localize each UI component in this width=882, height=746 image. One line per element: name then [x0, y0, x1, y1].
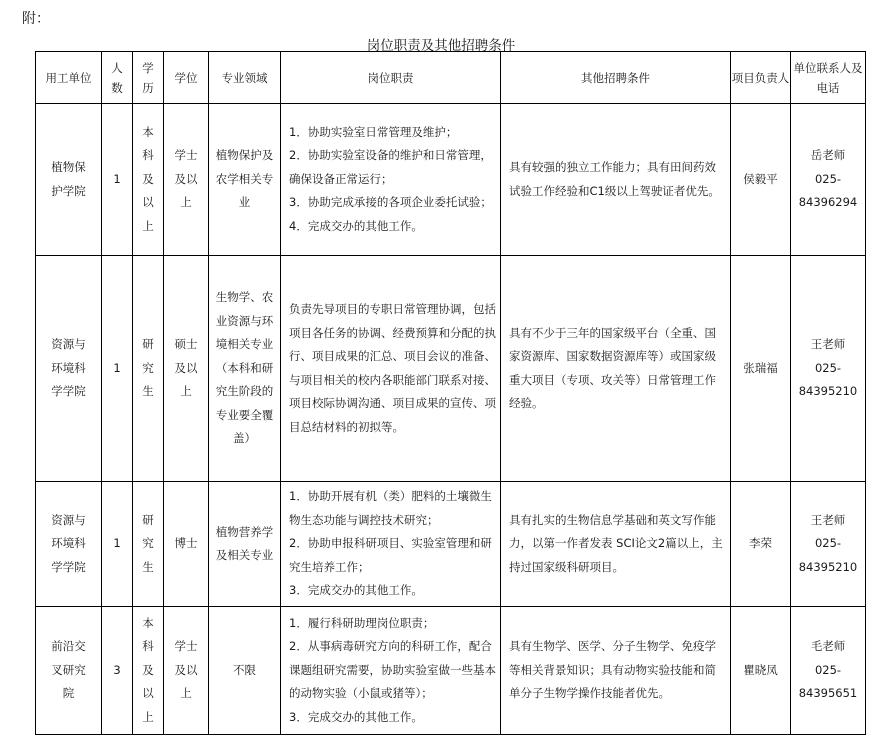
requirements-cell: 具有扎实的生物信息学基础和英文写作能力，以第一作者发表 SCI论文2篇以上，主持过国家级科研项目。 [501, 482, 731, 607]
field-cell: 植物保护及农学相关专业 [209, 104, 281, 256]
table-row [36, 607, 866, 735]
degree-cell: 博士 [164, 482, 209, 607]
field-cell: 生物学、农业资源与环境相关专业（本科和研究生阶段的专业要全覆盖） [209, 256, 281, 482]
leader-cell: 瞿晓凤 [731, 607, 791, 735]
requirements-cell: 具有较强的独立工作能力；具有田间药效试验工作经验和C1级以上驾驶证者优先。 [501, 104, 731, 256]
header-field: 专业领域 [209, 52, 281, 104]
field-cell: 不限 [209, 607, 281, 735]
table-row [36, 482, 866, 607]
header-row [36, 52, 866, 104]
degree-cell: 硕士及以上 [164, 256, 209, 482]
count-cell: 3 [102, 607, 133, 735]
header-degree: 学位 [164, 52, 209, 104]
education-cell: 本科及以上 [133, 104, 164, 256]
leader-cell: 张瑞福 [731, 256, 791, 482]
table-title: 岗位职责及其他招聘条件 [366, 38, 516, 54]
degree-cell: 学士及以上 [164, 104, 209, 256]
unit-cell: 植物保护学院 [36, 104, 102, 256]
unit-cell: 资源与环境科学学院 [36, 482, 102, 607]
duties-cell: 1．履行科研助理岗位职责； 2．从事病毒研究方向的科研工作，配合课题组研究需要，协助实验室做一些基本的动物实验（小鼠或猪等）； 3．完成交办的其他工作。 [281, 607, 501, 735]
contact-cell: 王老师 025-84395210 [791, 256, 866, 482]
header-contact: 单位联系人及电话 [791, 52, 866, 104]
leader-cell: 侯毅平 [731, 104, 791, 256]
education-cell: 研究生 [133, 482, 164, 607]
recruitment-table [35, 51, 866, 735]
table-row [36, 104, 866, 256]
leader-cell: 李荣 [731, 482, 791, 607]
requirements-cell: 具有不少于三年的国家级平台（全重、国家资源库、国家数据资源库等）或国家级重大项目（专项、攻关等）日常管理工作经验。 [501, 256, 731, 482]
duties-cell: 1．协助开展有机（类）肥料的土壤微生物生态功能与调控技术研究； 2．协助申报科研项目、实验室管理和研究生培养工作； 3．完成交办的其他工作。 [281, 482, 501, 607]
count-cell: 1 [102, 104, 133, 256]
education-cell: 本科及以上 [133, 607, 164, 735]
education-cell: 研究生 [133, 256, 164, 482]
requirements-cell: 具有生物学、医学、分子生物学、免疫学等相关背景知识；具有动物实验技能和简单分子生物学操作技能者优先。 [501, 607, 731, 735]
field-cell: 植物营养学及相关专业 [209, 482, 281, 607]
annex-label: 附： [22, 11, 50, 27]
duties-cell: 负责先导项目的专职日常管理协调，包括项目各任务的协调、经费预算和分配的执行、项目成果的汇总、项目会议的准备、与项目相关的校内各职能部门联系对接、项目校际协调沟通、项目成果的宣传、项目总结材料的初拟等。 [281, 256, 501, 482]
header-duties: 岗位职责 [281, 52, 501, 104]
header-unit: 用工单位 [36, 52, 102, 104]
duties-cell: 1．协助实验室日常管理及维护； 2．协助实验室设备的维护和日常管理，确保设备正常运行； 3．协助完成承接的各项企业委托试验； 4．完成交办的其他工作。 [281, 104, 501, 256]
unit-cell: 前沿交叉研究院 [36, 607, 102, 735]
header-leader: 项目负责人 [731, 52, 791, 104]
contact-cell: 岳老师 025-84396294 [791, 104, 866, 256]
count-cell: 1 [102, 256, 133, 482]
header-requirements: 其他招聘条件 [501, 52, 731, 104]
contact-cell: 王老师 025-84395210 [791, 482, 866, 607]
unit-cell: 资源与环境科学学院 [36, 256, 102, 482]
degree-cell: 学士及以上 [164, 607, 209, 735]
header-education: 学历 [133, 52, 164, 104]
header-count: 人数 [102, 52, 133, 104]
count-cell: 1 [102, 482, 133, 607]
contact-cell: 毛老师 025-84395651 [791, 607, 866, 735]
table-row [36, 256, 866, 482]
